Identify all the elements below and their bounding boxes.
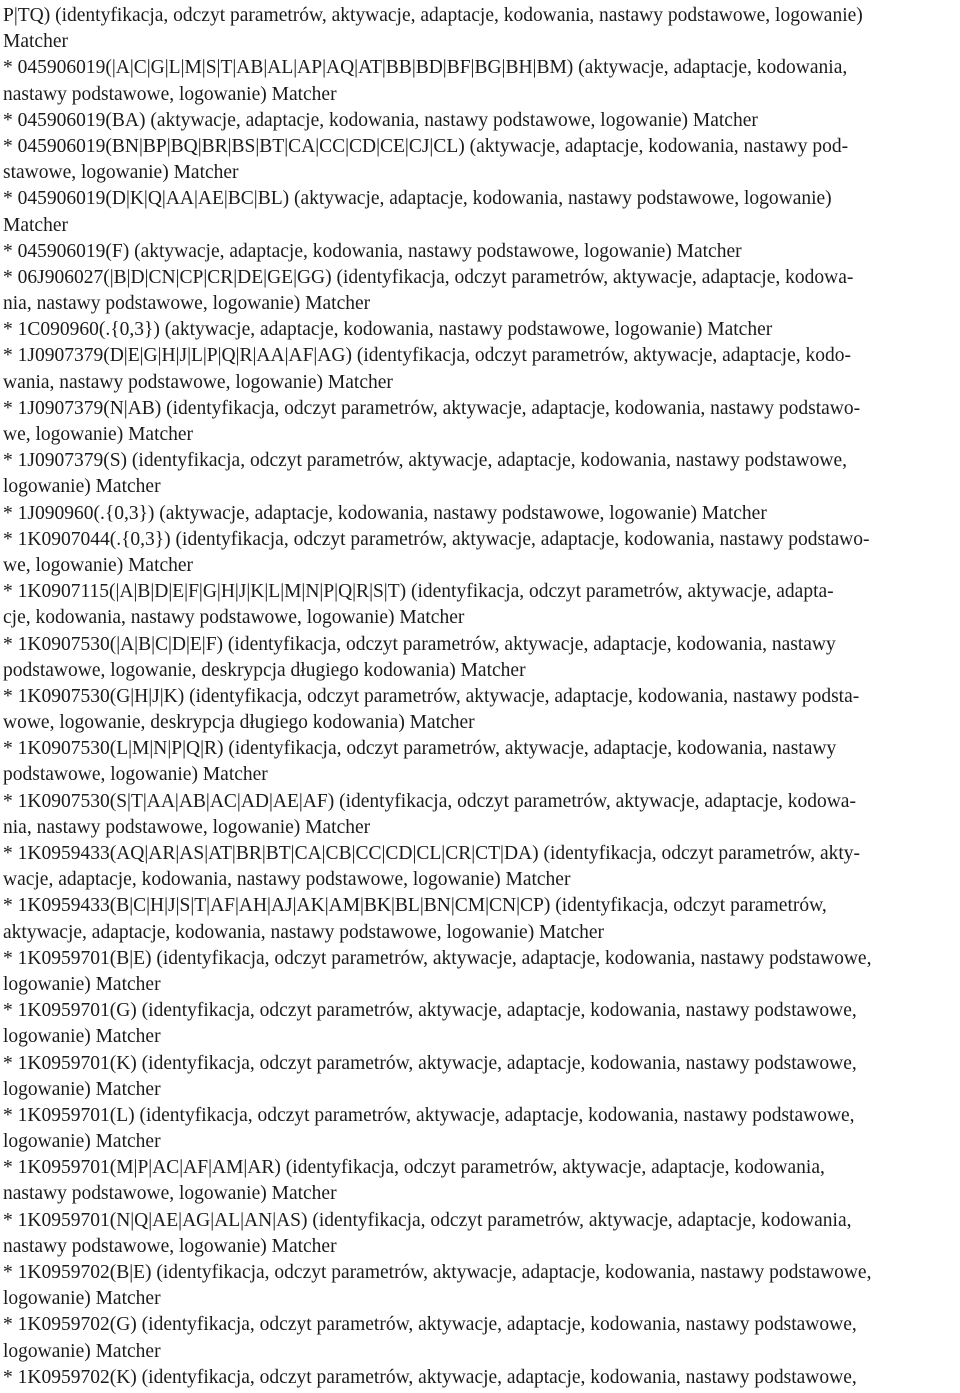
text-line: wania, nastawy podstawowe, logowanie) Matcher	[3, 371, 393, 393]
text-line: logowanie) Matcher	[3, 476, 161, 498]
text-line: * 1K0959433(B|C|H|J|S|T|AF|AH|AJ|AK|AM|BK|BL|BN|CM|CN|CP) (identyfikacja, odczyt parametrów,	[3, 895, 827, 917]
document-page	[0, 3, 958, 1393]
text-line: Matcher	[3, 31, 68, 53]
text-line: logowanie) Matcher	[3, 1131, 161, 1153]
text-line: nastawy podstawowe, logowanie) Matcher	[3, 1183, 337, 1205]
text-line: podstawowe, logowanie, deskrypcja długiego kodowania) Matcher	[3, 659, 526, 681]
text-line: * 1K0959701(M|P|AC|AF|AM|AR) (identyfikacja, odczyt parametrów, aktywacje, adaptacje, kodowania,	[3, 1157, 825, 1179]
text-line: * 1K0907115(|A|B|D|E|F|G|H|J|K|L|M|N|P|Q|R|S|T) (identyfikacja, odczyt parametrów, aktywacje, adapta-	[3, 581, 834, 603]
text-line: nia, nastawy podstawowe, logowanie) Matcher	[3, 816, 371, 838]
text-line: logowanie) Matcher	[3, 973, 161, 995]
text-line: logowanie) Matcher	[3, 1078, 161, 1100]
text-line: logowanie) Matcher	[3, 1026, 161, 1048]
text-line: * 045906019(BA) (aktywacje, adaptacje, kodowania, nastawy podstawowe, logowanie) Matcher	[3, 109, 758, 131]
text-line: logowanie) Matcher	[3, 1340, 161, 1362]
text-line: wacje, adaptacje, kodowania, nastawy podstawowe, logowanie) Matcher	[3, 869, 571, 891]
text-line: * 045906019(F) (aktywacje, adaptacje, kodowania, nastawy podstawowe, logowanie) Matcher	[3, 240, 742, 262]
text-line: * 045906019(BN|BP|BQ|BR|BS|BT|CA|CC|CD|CE|CJ|CL) (aktywacje, adaptacje, kodowania, nastawy pod-	[3, 135, 849, 157]
text-line: * 1K0959702(K) (identyfikacja, odczyt parametrów, aktywacje, adaptacje, kodowania, nastawy podstawowe,	[3, 1366, 857, 1388]
text-line: stawowe, logowanie) Matcher	[3, 162, 239, 184]
text-line: * 1J090960(.{0,3}) (aktywacje, adaptacje, kodowania, nastawy podstawowe, logowanie) Matcher	[3, 502, 767, 524]
text-line: * 1J0907379(D|E|G|H|J|L|P|Q|R|AA|AF|AG) (identyfikacja, odczyt parametrów, aktywacje, adaptacje, kodo-	[3, 345, 851, 367]
text-line: * 1K0959433(AQ|AR|AS|AT|BR|BT|CA|CB|CC|CD|CL|CR|CT|DA) (identyfikacja, odczyt parametrów, akty-	[3, 843, 861, 864]
text-line: * 1K0959701(G) (identyfikacja, odczyt parametrów, aktywacje, adaptacje, kodowania, nastawy podstawowe,	[3, 1000, 857, 1022]
text-line: wowe, logowanie, deskrypcja długiego kodowania) Matcher	[3, 712, 475, 734]
text-line: * 045906019(D|K|Q|AA|AE|BC|BL) (aktywacje, adaptacje, kodowania, nastawy podstawowe, logowanie)	[3, 188, 832, 210]
text-line: * 1K0907530(G|H|J|K) (identyfikacja, odczyt parametrów, aktywacje, adaptacje, kodowania, nastawy podsta-	[3, 685, 860, 707]
text-line: podstawowe, logowanie) Matcher	[3, 764, 268, 786]
text-line: nastawy podstawowe, logowanie) Matcher	[3, 83, 337, 105]
text-line: * 045906019(|A|C|G|L|M|S|T|AB|AL|AP|AQ|AT|BB|BD|BF|BG|BH|BM) (aktywacje, adaptacje, kodowania,	[3, 57, 848, 79]
text-line: nia, nastawy podstawowe, logowanie) Matcher	[3, 293, 371, 315]
text-line: we, logowanie) Matcher	[3, 554, 194, 576]
text-line: * 1K0959702(G) (identyfikacja, odczyt parametrów, aktywacje, adaptacje, kodowania, nastawy podstawowe,	[3, 1314, 857, 1336]
text-line: * 1K0959701(B|E) (identyfikacja, odczyt parametrów, aktywacje, adaptacje, kodowania, nastawy podstawowe,	[3, 947, 872, 969]
text-line: * 1K0907530(S|T|AA|AB|AC|AD|AE|AF) (identyfikacja, odczyt parametrów, aktywacje, adaptacje, kodowa-	[3, 790, 856, 812]
text-line: * 1K0959701(K) (identyfikacja, odczyt parametrów, aktywacje, adaptacje, kodowania, nastawy podstawowe,	[3, 1052, 857, 1074]
text-line: * 1K0907530(L|M|N|P|Q|R) (identyfikacja, odczyt parametrów, aktywacje, adaptacje, kodowania, nastawy	[3, 738, 837, 760]
text-line: * 1J0907379(N|AB) (identyfikacja, odczyt parametrów, aktywacje, adaptacje, kodowania, nastawy podstawo-	[3, 397, 861, 419]
text-line: * 1K0907530(|A|B|C|D|E|F) (identyfikacja, odczyt parametrów, aktywacje, adaptacje, kodowania, nastawy	[3, 633, 836, 655]
text-line: nastawy podstawowe, logowanie) Matcher	[3, 1235, 337, 1257]
text-line: * 1K0959702(B|E) (identyfikacja, odczyt parametrów, aktywacje, adaptacje, kodowania, nastawy podstawowe,	[3, 1262, 872, 1283]
text-line: * 1K0959701(L) (identyfikacja, odczyt parametrów, aktywacje, adaptacje, kodowania, nastawy podstawowe,	[3, 1104, 855, 1126]
text-line: * 06J906027(|B|D|CN|CP|CR|DE|GE|GG) (identyfikacja, odczyt parametrów, aktywacje, adaptacje, kodowa-	[3, 266, 854, 288]
text-line: we, logowanie) Matcher	[3, 424, 194, 445]
text-line: * 1K0907044(.{0,3}) (identyfikacja, odczyt parametrów, aktywacje, adaptacje, kodowania, nastawy podstawo-	[3, 528, 870, 550]
text-line: P|TQ) (identyfikacja, odczyt parametrów, aktywacje, adaptacje, kodowania, nastawy podstawowe, logowanie)	[3, 5, 863, 26]
text-line: Matcher	[3, 214, 68, 236]
text-line: * 1J0907379(S) (identyfikacja, odczyt parametrów, aktywacje, adaptacje, kodowania, nastawy podstawowe,	[3, 450, 847, 472]
text-line: cje, kodowania, nastawy podstawowe, logowanie) Matcher	[3, 607, 465, 629]
text-line: logowanie) Matcher	[3, 1288, 161, 1310]
text-line: aktywacje, adaptacje, kodowania, nastawy podstawowe, logowanie) Matcher	[3, 921, 605, 943]
text-line: * 1C090960(.{0,3}) (aktywacje, adaptacje, kodowania, nastawy podstawowe, logowanie) Matcher	[3, 319, 773, 341]
text-line: * 1K0959701(N|Q|AE|AG|AL|AN|AS) (identyfikacja, odczyt parametrów, aktywacje, adaptacje, kodowania,	[3, 1209, 852, 1231]
